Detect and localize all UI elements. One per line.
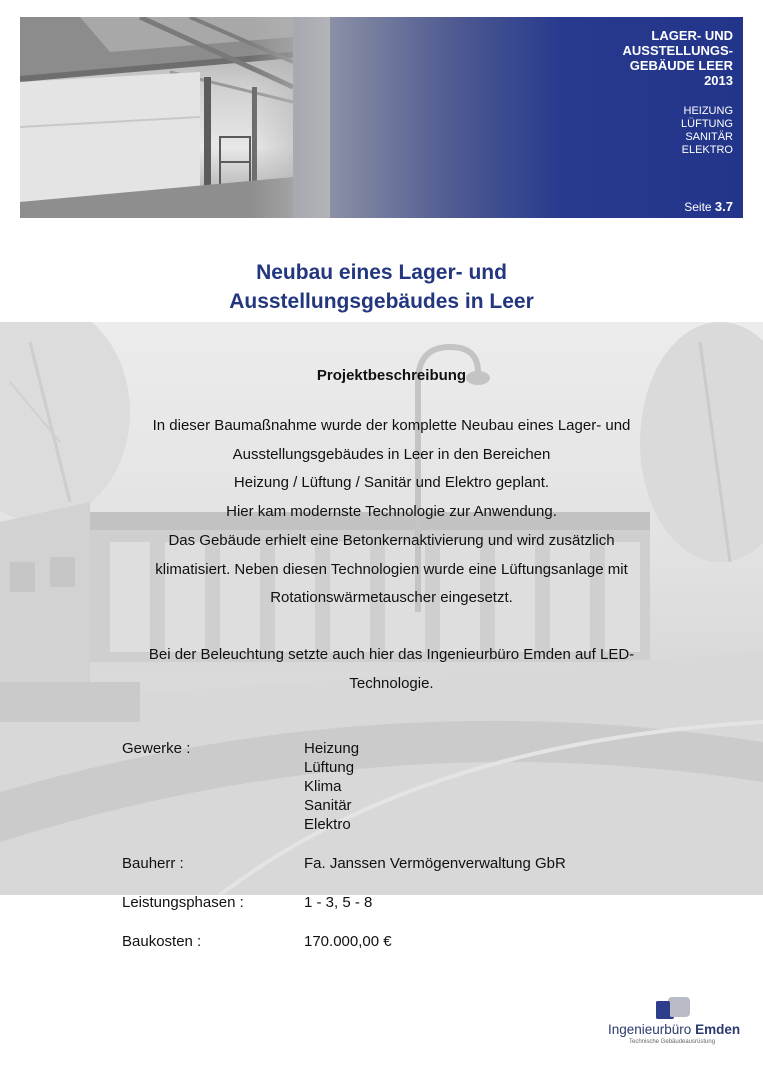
disciplines-list xyxy=(681,105,733,157)
baukosten-label: Baukosten : xyxy=(122,933,202,950)
lighting-line: Technologie. xyxy=(349,674,434,692)
project-title-line: AUSSTELLUNGS- xyxy=(622,43,733,58)
discipline-item: ELEKTRO xyxy=(681,144,733,156)
page-indicator xyxy=(684,199,733,214)
gewerk-item: Heizung xyxy=(304,740,360,757)
project-title-block xyxy=(533,28,733,88)
banner-fade xyxy=(250,17,330,218)
project-title-line: LAGER- UND xyxy=(651,28,733,43)
page-label: Seite xyxy=(684,200,712,214)
logo-mark-icon xyxy=(656,997,692,1019)
lighting-line: Bei der Beleuchtung setzte auch hier das Ingenieurbüro Emden auf LED- xyxy=(148,645,635,663)
page-title xyxy=(0,258,763,316)
description-line: Rotationswärmetauscher eingesetzt. xyxy=(270,589,513,607)
logo-tagline: Technische Gebäudeausrüstung xyxy=(629,1039,716,1045)
gewerk-item: Elektro xyxy=(304,816,351,833)
description-line: Heizung / Lüftung / Sanitär und Elektro geplant. xyxy=(233,474,550,492)
bauherr-value: Fa. Janssen Vermögenverwaltung GbR xyxy=(304,855,566,872)
description-line: In dieser Baumaßnahme wurde der komplette Neubau eines Lager- und xyxy=(152,417,631,434)
project-year: 2013 xyxy=(704,73,733,88)
gewerke-label: Gewerke : xyxy=(122,740,191,757)
gewerk-item: Lüftung xyxy=(304,759,355,776)
logo-name-bold: Emden xyxy=(695,1022,741,1037)
section-title: Projektbeschreibung xyxy=(316,367,467,384)
page-title-line: Ausstellungsgebäudes in Leer xyxy=(229,290,534,313)
description-line: klimatisiert. Neben diesen Technologien wurde eine Lüftungsanlage mit xyxy=(155,560,628,578)
lighting-paragraph xyxy=(0,641,763,698)
discipline-item: HEIZUNG xyxy=(683,105,733,117)
leistungsphasen-label: Leistungsphasen : xyxy=(122,894,244,911)
header-banner xyxy=(20,17,743,218)
project-title-line: GEBÄUDE LEER xyxy=(629,58,733,73)
baukosten-value: 170.000,00 € xyxy=(304,933,392,950)
company-logo xyxy=(608,997,748,1052)
gewerke-values xyxy=(304,739,359,834)
gewerk-item: Sanitär xyxy=(304,797,352,814)
gewerk-item: Klima xyxy=(304,778,342,795)
discipline-item: LÜFTUNG xyxy=(681,118,733,130)
logo-name-regular: Ingenieurbüro xyxy=(608,1022,692,1037)
page-title-line: Neubau eines Lager- und xyxy=(256,261,507,284)
description-line: Ausstellungsgebäudes in Leer in den Bereichen xyxy=(232,445,551,463)
description-line: Hier kam modernste Technologie zur Anwendung. xyxy=(226,503,557,521)
discipline-item: SANITÄR xyxy=(685,131,733,143)
leistungsphasen-value: 1 - 3, 5 - 8 xyxy=(304,894,373,911)
logo-name xyxy=(608,1022,740,1037)
page-number: 3.7 xyxy=(714,199,733,214)
bauherr-label: Bauherr : xyxy=(122,855,184,872)
description-line: Das Gebäude erhielt eine Betonkernaktivierung und wird zusätzlich xyxy=(168,531,615,549)
project-description xyxy=(0,412,763,698)
